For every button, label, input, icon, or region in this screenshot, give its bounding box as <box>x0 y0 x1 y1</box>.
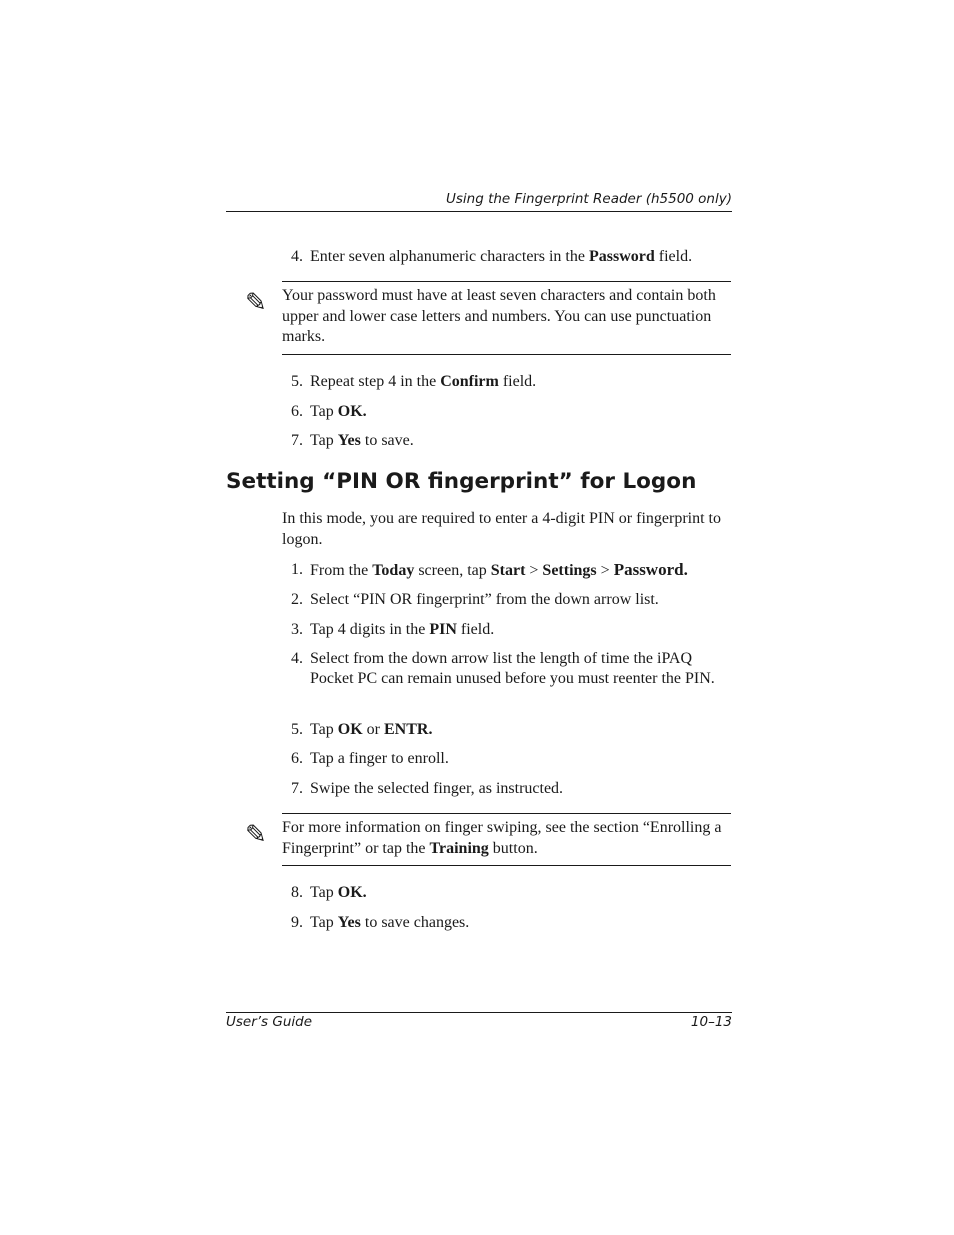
step-8-tap-ok: 8. Tap OK. <box>291 884 367 901</box>
footer-rule <box>226 1012 732 1013</box>
note-2-bottom-rule <box>282 865 731 866</box>
pencil-icon: ✎ <box>245 820 267 850</box>
step-7-tap-yes: 7. Tap Yes to save. <box>291 432 414 449</box>
section-step-1: 1. From the Today screen, tap Start > Settings > Password. <box>291 560 688 579</box>
running-header: Using the Fingerprint Reader (h5500 only) <box>445 191 732 207</box>
section-step-3: 3. Tap 4 digits in the PIN field. <box>291 621 495 638</box>
footer-guide-title: User’s Guide <box>226 1014 313 1030</box>
section-step-2: 2. Select “PIN OR fingerprint” from the down arrow list. <box>291 591 659 608</box>
page-number: 10–13 <box>690 1014 732 1030</box>
note-1-top-rule <box>282 281 731 282</box>
section-step-6: 6. Tap a finger to enroll. <box>291 750 449 767</box>
section-heading: Setting “PIN OR fingerprint” for Logon <box>226 469 697 494</box>
step-6-tap-ok: 6. Tap OK. <box>291 403 367 420</box>
note-1-bottom-rule <box>282 354 731 355</box>
header-rule <box>226 211 732 212</box>
note-2-top-rule <box>282 813 731 814</box>
section-step-7: 7. Swipe the selected finger, as instructed. <box>291 780 564 797</box>
step-5-confirm: 5. Repeat step 4 in the Confirm field. <box>291 373 537 390</box>
section-step-5: 5. Tap OK or ENTR. <box>291 721 433 738</box>
section-intro: In this mode, you are required to enter a 4-digit PIN or fingerprint to logon. <box>282 510 721 548</box>
step-9-tap-yes: 9. Tap Yes to save changes. <box>291 914 470 931</box>
section-step-4: 4. Select from the down arrow list the length of time the iPAQ Pocket PC can remain unused before you must reenter the PIN. <box>291 650 715 687</box>
note-2-text: For more information on finger swiping, see the section “Enrolling a Fingerprint” or tap the Training button. <box>282 819 722 857</box>
pencil-icon: ✎ <box>245 288 267 318</box>
note-1-text: Your password must have at least seven characters and contain both upper and lower case letters and numbers. You can use punctuation marks. <box>282 287 716 345</box>
step-4-password: 4. Enter seven alphanumeric characters in the Password field. <box>291 248 693 265</box>
